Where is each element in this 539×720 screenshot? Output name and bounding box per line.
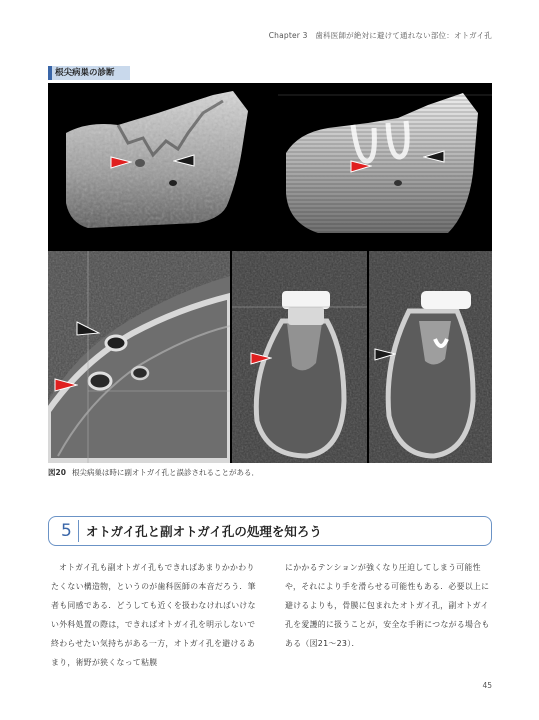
figure-number: 図20 — [48, 468, 66, 477]
section-title: オトガイ孔と副オトガイ孔の処理を知ろう — [85, 524, 322, 539]
red-arrow-marker — [110, 155, 132, 169]
dark-arrow-marker — [173, 153, 195, 167]
body-text-right — [285, 558, 491, 653]
body-text-left — [51, 558, 257, 672]
red-arrow-marker — [54, 377, 78, 392]
ct-axial-slice — [48, 251, 230, 463]
section-label: 根尖病巣の診断 — [48, 66, 130, 80]
dark-arrow-marker — [423, 149, 445, 163]
running-header: Chapter 3 歯科医師が絶対に避けて通れない部位：オトガイ孔 — [268, 31, 492, 40]
ct-3d-render-right — [278, 83, 492, 248]
body-paragraph: にかかるテンションが強くなり圧迫してしまう可能性や，それにより手を滑らせる可能性もある．必要以上に避けるよりも，骨膜に包まれたオトガイ孔，副オトガイ孔を愛護的に扱うことが，安全な手術につながる場合もある（図21～23）． — [285, 563, 490, 648]
section-number: 5 — [49, 520, 79, 542]
body-paragraph: オトガイ孔も副オトガイ孔もできればあまりかかわりたくない構造物，というのが歯科医師の本音だろう．筆者も同感である．どうしても近くを扱わなければいけない外科処置の際は，できればオトガイ孔を明示しないで終わらせたい気持ちがある一方，オトガイ孔を避けるあまり，術野が狭くなって粘膜 — [51, 563, 256, 667]
page-number: 45 — [482, 681, 492, 690]
red-arrow-marker — [250, 351, 272, 365]
section-heading — [48, 516, 492, 546]
ct-3d-render-left — [48, 83, 278, 248]
dark-arrow-marker — [374, 347, 396, 361]
ct-cross-section-2 — [369, 251, 492, 463]
figure-caption — [48, 467, 492, 478]
ct-cross-section-1 — [232, 251, 367, 463]
figure-caption-text: 根尖病巣は時に副オトガイ孔と誤診されることがある． — [71, 468, 259, 477]
red-arrow-marker — [350, 159, 372, 173]
ct-figure — [48, 83, 492, 463]
dark-arrow-marker — [76, 321, 100, 336]
